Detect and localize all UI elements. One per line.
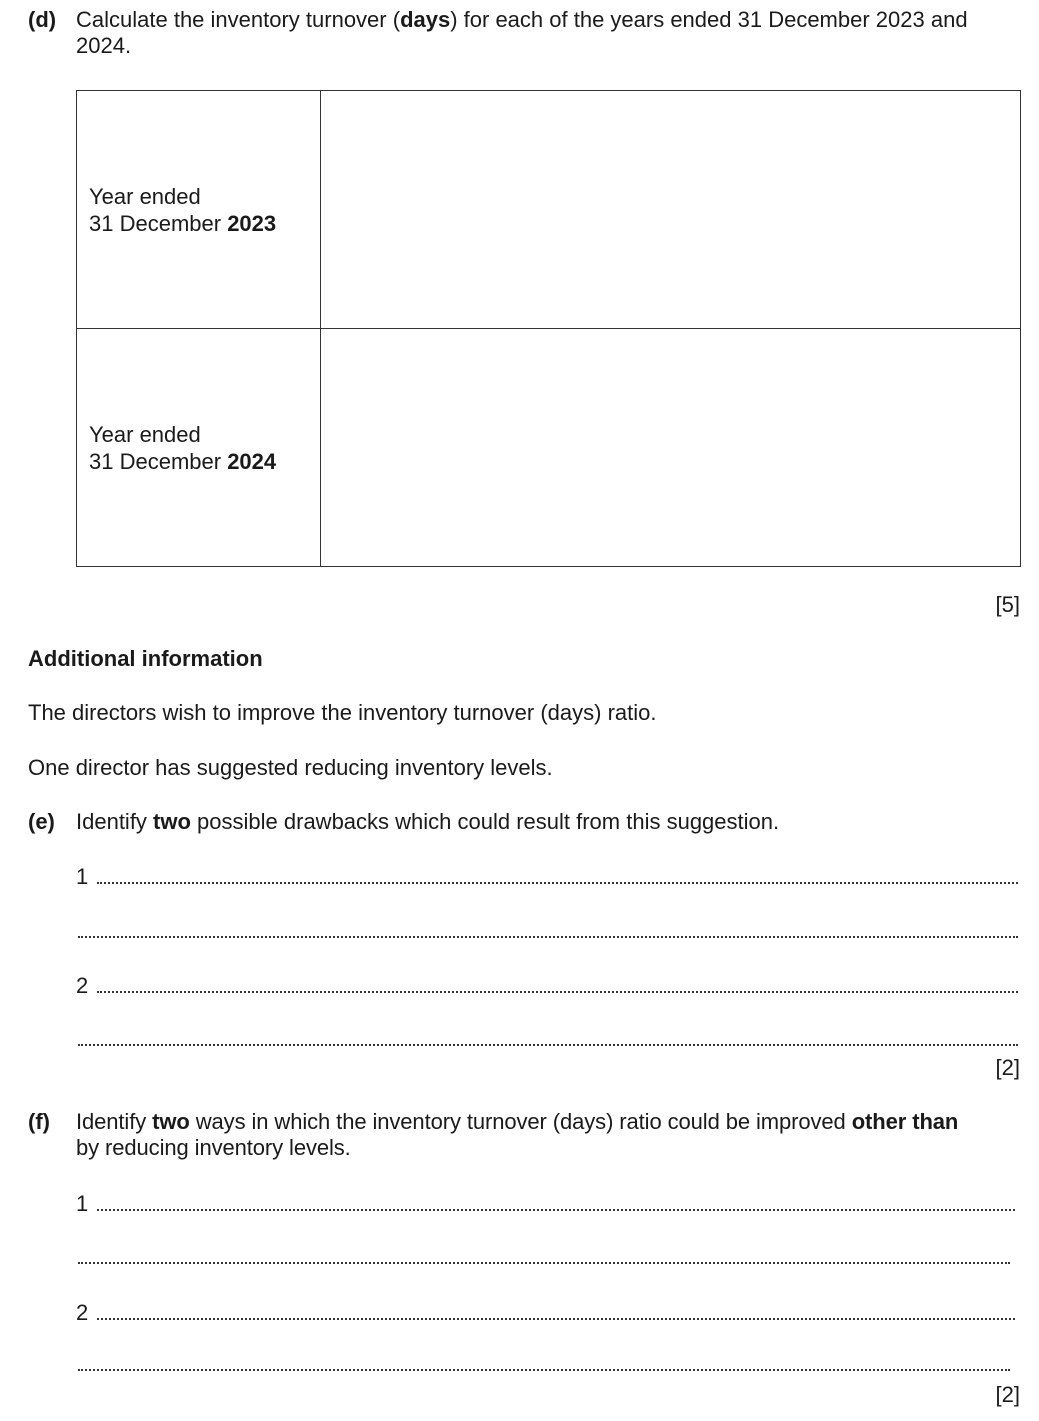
marks-e: [2] <box>995 1055 1020 1080</box>
answer-line-f1b[interactable] <box>78 1262 1010 1264</box>
answer-cell-2024[interactable] <box>321 329 1021 567</box>
answer-line-f2a[interactable] <box>97 1318 1015 1320</box>
question-d-text <box>76 7 1020 59</box>
text: Identify <box>76 809 154 834</box>
answer-line-f1a[interactable] <box>97 1209 1015 1211</box>
answer-line-e2b[interactable] <box>78 1044 1018 1046</box>
table-row <box>77 329 1021 567</box>
row-label-year: 2024 <box>227 448 277 474</box>
additional-info-heading: Additional information <box>28 646 263 671</box>
marks-f: [2] <box>995 1382 1020 1407</box>
row-label-year: 2023 <box>227 210 277 236</box>
text: 2024. <box>76 33 132 58</box>
row-label <box>77 329 321 567</box>
answer-cell-2023[interactable] <box>321 91 1021 329</box>
text: possible drawbacks which could result from this suggestion. <box>190 809 780 834</box>
question-f-label: (f) <box>28 1109 50 1134</box>
answer-number: 2 <box>76 1300 89 1325</box>
bold-text: two <box>153 809 191 834</box>
row-label-line1: Year ended <box>89 183 201 209</box>
row-label <box>77 91 321 329</box>
answer-table <box>76 90 1021 567</box>
question-f-text <box>76 1109 1020 1161</box>
text: ways in which the inventory turnover (days) ratio could be improved <box>189 1109 852 1134</box>
table-row <box>77 91 1021 329</box>
answer-line-f2b[interactable] <box>78 1369 1010 1371</box>
question-e-label: (e) <box>28 809 55 834</box>
marks-d: [5] <box>995 592 1020 617</box>
text: Calculate the inventory turnover ( <box>76 7 401 32</box>
bold-text: two <box>152 1109 190 1134</box>
row-label-line2: 31 December <box>89 210 228 236</box>
bold-text: days <box>400 7 451 32</box>
answer-line-e1b[interactable] <box>78 936 1018 938</box>
additional-info-para2: One director has suggested reducing inventory levels. <box>28 755 553 780</box>
row-label-line2: 31 December <box>89 448 228 474</box>
question-e-text <box>76 809 1020 835</box>
text: by reducing inventory levels. <box>76 1135 351 1160</box>
answer-number: 1 <box>76 1191 89 1216</box>
text: Identify <box>76 1109 153 1134</box>
text: ) for each of the years ended 31 December 2023 and <box>450 7 968 32</box>
answer-line-e1a[interactable] <box>97 882 1018 884</box>
answer-number: 2 <box>76 973 89 998</box>
answer-number: 1 <box>76 864 89 889</box>
question-d-label: (d) <box>28 7 57 32</box>
additional-info-para1: The directors wish to improve the inventory turnover (days) ratio. <box>28 700 657 725</box>
row-label-line1: Year ended <box>89 421 201 447</box>
bold-text: other than <box>851 1109 959 1134</box>
answer-line-e2a[interactable] <box>97 991 1018 993</box>
